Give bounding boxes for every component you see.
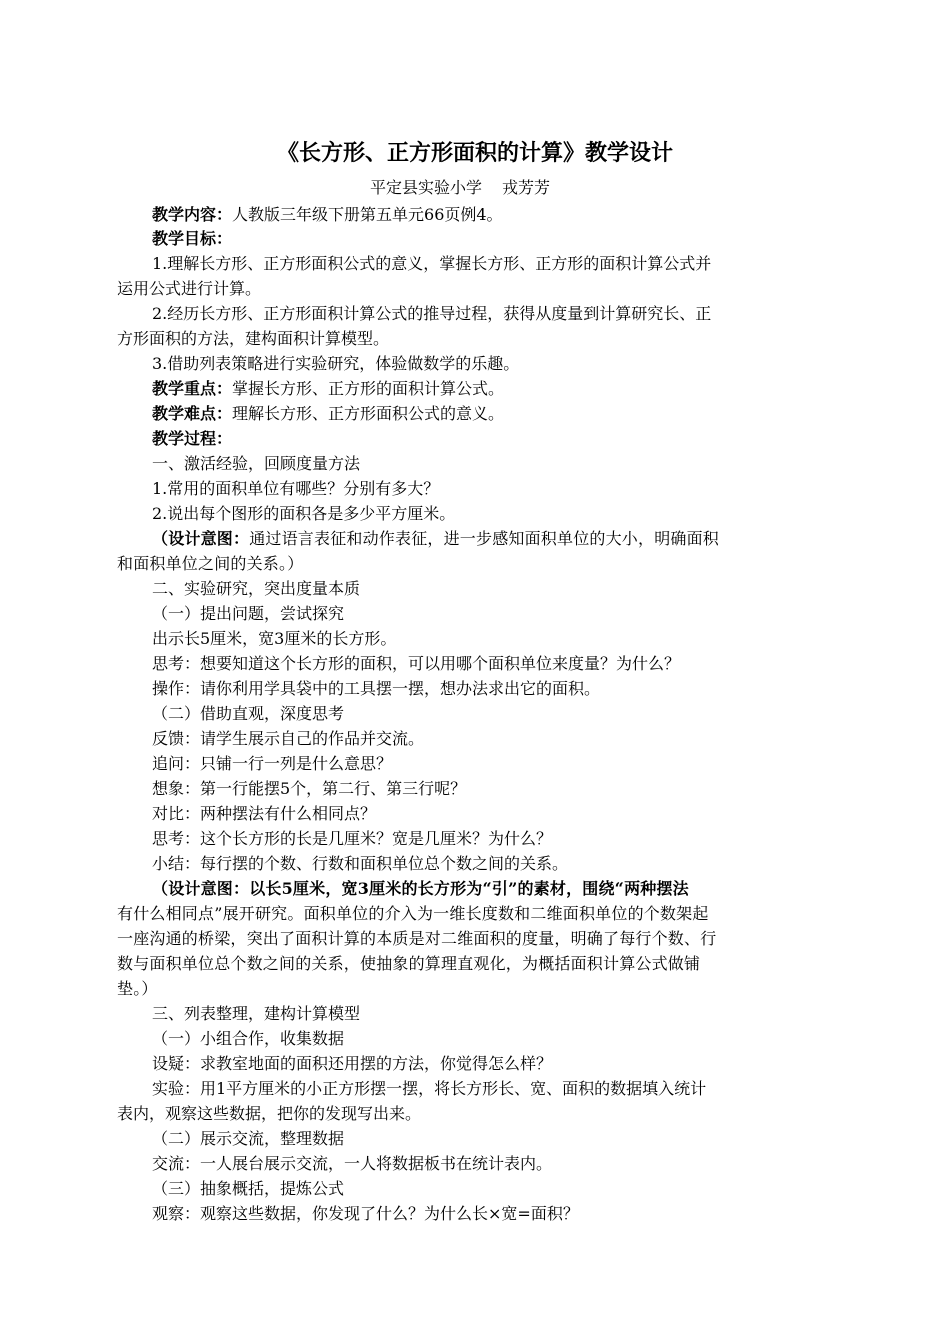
difficulty-text: 理解长方形、正方形面积公式的意义。 — [232, 404, 505, 423]
design-intent-2-label: （设计意图： — [152, 879, 250, 898]
teaching-process-label: 教学过程： — [152, 429, 233, 448]
difficulty-label: 教学难点： — [152, 404, 233, 423]
section-3-observe: 观察：观察这些数据，你发现了什么？为什么长×宽=面积？ — [152, 1204, 579, 1223]
key-point-label: 教学重点： — [152, 379, 233, 398]
teaching-content-label: 教学内容： — [152, 205, 233, 224]
section-2-compare: 对比：两种摆法有什么相同点？ — [152, 804, 377, 823]
section-2-think: 思考：想要知道这个长方形的面积，可以用哪个面积单位来度量？为什么？ — [152, 654, 681, 673]
design-intent-1-line-2: 和面积单位之间的关系。） — [117, 554, 304, 573]
teaching-content-text: 人教版三年级下册第五单元66页例4。 — [232, 205, 503, 224]
section-3-sub-1: （一）小组合作，收集数据 — [152, 1029, 345, 1048]
design-intent-1-line-1 — [152, 527, 719, 551]
document-title: 《长方形、正方形面积的计算》教学设计 — [276, 140, 673, 166]
key-point-text: 掌握长方形、正方形的面积计算公式。 — [232, 379, 505, 398]
goal-1-line-2: 运用公式进行计算。 — [117, 279, 262, 298]
section-2-summary: 小结：每行摆的个数、行数和面积单位总个数之间的关系。 — [152, 854, 569, 873]
teaching-goals-label: 教学目标： — [152, 229, 233, 248]
design-intent-2-line-3: 一座沟通的桥梁，突出了面积计算的本质是对二维面积的度量，明确了每行个数、行 — [117, 929, 717, 948]
section-2-show: 出示长5厘米，宽3厘米的长方形。 — [152, 629, 397, 648]
goal-2-line-1: 2.经历长方形、正方形面积计算公式的推导过程，获得从度量到计算研究长、正 — [152, 304, 712, 323]
section-1-heading: 一、激活经验，回顾度量方法 — [152, 454, 361, 473]
section-2-heading: 二、实验研究，突出度量本质 — [152, 579, 361, 598]
design-intent-2-line-1 — [152, 877, 689, 901]
section-2-operate: 操作：请你利用学具袋中的工具摆一摆，想办法求出它的面积。 — [152, 679, 601, 698]
section-1-question-2: 2.说出每个图形的面积各是多少平方厘米。 — [152, 504, 456, 523]
section-3-heading: 三、列表整理，建构计算模型 — [152, 1004, 361, 1023]
section-2-ask: 追问：只铺一行一列是什么意思？ — [152, 754, 393, 773]
school-name: 平定县实验小学 — [370, 178, 483, 197]
design-intent-2-line-5: 垫。） — [117, 979, 158, 998]
section-3-experiment-line-1: 实验：用1平方厘米的小正方形摆一摆，将长方形长、宽、面积的数据填入统计 — [152, 1079, 707, 1098]
section-2-sub-1: （一）提出问题，尝试探究 — [152, 604, 345, 623]
design-intent-1-label: （设计意图： — [152, 529, 250, 548]
teaching-content — [152, 203, 503, 227]
author-name: 戎芳芳 — [502, 178, 551, 197]
design-intent-2-text: 以长5厘米，宽3厘米的长方形为“引”的素材，围绕“两种摆法 — [249, 879, 689, 898]
design-intent-2-line-2: 有什么相同点”展开研究。面积单位的介入为一维长度数和二维面积单位的个数架起 — [117, 904, 709, 923]
section-3-experiment-line-2: 表内，观察这些数据，把你的发现写出来。 — [117, 1104, 422, 1123]
design-intent-2-line-4: 数与面积单位总个数之间的关系，使抽象的算理直观化，为概括面积计算公式做铺 — [117, 954, 701, 973]
goal-1-line-1: 1.理解长方形、正方形面积公式的意义，掌握长方形、正方形的面积计算公式并 — [152, 254, 712, 273]
section-2-imagine: 想象：第一行能摆5个，第二行、第三行呢？ — [152, 779, 467, 798]
section-1-question-1: 1.常用的面积单位有哪些？分别有多大？ — [152, 479, 440, 498]
teaching-key-point — [152, 377, 504, 401]
teaching-difficulty — [152, 402, 504, 426]
author-line — [370, 176, 550, 200]
design-intent-1-text: 通过语言表征和动作表征，进一步感知面积单位的大小，明确面积 — [249, 529, 720, 548]
section-3-question: 设疑：求教室地面的面积还用摆的方法，你觉得怎么样？ — [152, 1054, 553, 1073]
goal-3: 3.借助列表策略进行实验研究，体验做数学的乐趣。 — [152, 354, 520, 373]
section-3-exchange: 交流：一人展台展示交流，一人将数据板书在统计表内。 — [152, 1154, 553, 1173]
section-2-think-2: 思考：这个长方形的长是几厘米？宽是几厘米？为什么？ — [152, 829, 553, 848]
section-2-feedback: 反馈：请学生展示自己的作品并交流。 — [152, 729, 425, 748]
section-3-sub-2: （二）展示交流，整理数据 — [152, 1129, 345, 1148]
goal-2-line-2: 方形面积的方法，建构面积计算模型。 — [117, 329, 390, 348]
section-2-sub-2: （二）借助直观，深度思考 — [152, 704, 345, 723]
section-3-sub-3: （三）抽象概括，提炼公式 — [152, 1179, 345, 1198]
